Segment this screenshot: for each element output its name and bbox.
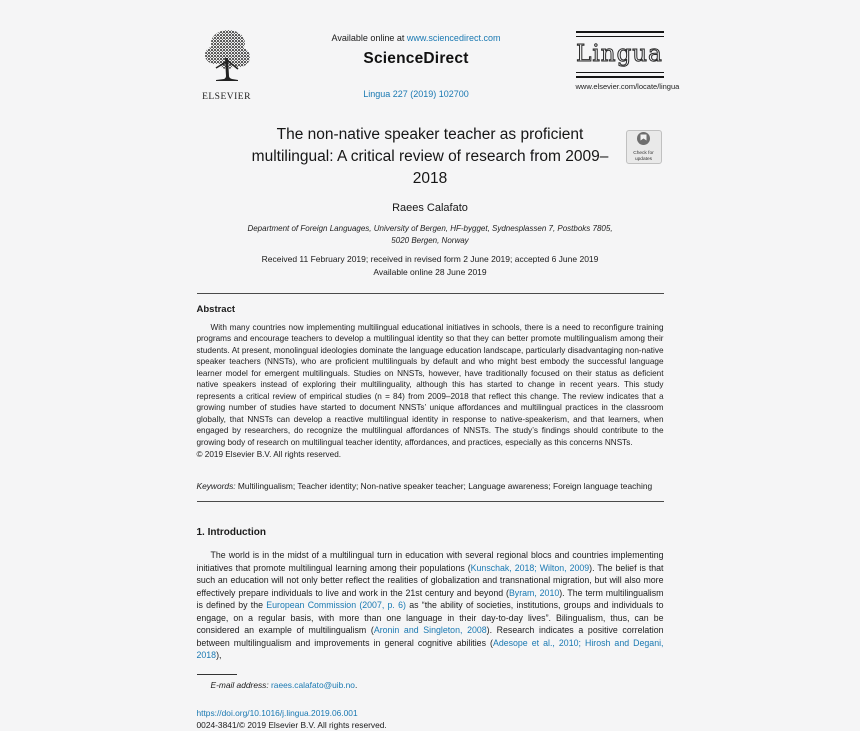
elsevier-tree-icon — [202, 73, 252, 90]
introduction-paragraph — [197, 549, 664, 661]
citation-link[interactable]: Kunschak, 2018; Wilton, 2009 — [470, 562, 590, 573]
abstract-top-rule — [197, 293, 664, 294]
citation-link[interactable]: Adesope et al., 2010; Hirosh and Degani, 2018 — [196, 637, 664, 661]
footnote-rule — [197, 674, 237, 675]
article-history — [197, 253, 664, 278]
crossmark-icon — [636, 131, 651, 151]
author-affiliation — [197, 223, 664, 246]
check-updates-line1: Check for — [633, 151, 654, 157]
email-line — [197, 680, 664, 690]
lingua-logo — [575, 28, 680, 91]
citation-link[interactable]: Byram, 2010 — [508, 587, 560, 598]
journal-homepage-url[interactable]: www.elsevier.com/locate/lingua — [575, 82, 680, 91]
affiliation-line2: 5020 Bergen, Norway — [391, 235, 469, 245]
affiliation-line1: Department of Foreign Languages, University of Bergen, HF-bygget, Sydnesplassen 7, Postboks 7805, — [247, 224, 613, 233]
footnote-section — [197, 674, 664, 690]
journal-header — [197, 28, 680, 102]
abstract-section — [197, 304, 664, 461]
lingua-bottom-rule — [576, 72, 664, 78]
abstract-heading: Abstract — [196, 303, 236, 315]
email-period: . — [354, 679, 358, 690]
received-dates: Received 11 February 2019; received in revised form 2 June 2019; accepted 6 June 2019 — [261, 254, 599, 265]
abstract-text: With many countries now implementing multilingual educational initiatives in schools, there is a need to reconfigure training programs and encourage teachers to develop a multilingual identity so that they can better promote multilingualism among their students. At present, monolingual ideologies dominate the language education landscape, particularly disadvantaging non-native speaker teachers (NNSTs), who are proficient multilinguals by default and who might best embody the successful language learner model for emergent multilinguals. Studies on NNSTs, however, have traditionally focused on their status as deficient native speakers instead of exploring their multilinguality, although this has started to change in recent years. This study represents a critical review of empirical studies (n = 84) from 2009–2018 that reflect this change. The review indicates that a growing number of studies have started to document NNSTs’ unique affordances and multilingual practices in the classroom globally, that NNSTs can develop a reactive multilingual identity in response to native-speakerism, and that learners, when engaged by researchers, do recognize the multilingual affordances of NNSTs. The study’s findings should contribute to the growing body of research on multilingual teacher identity, affordances, and practices, especially as this concerns NNSTs. — [196, 322, 664, 447]
paragraph-text: ). The belief is that such an education will not only better reflect the realities of globalization and transnational migration, but will also more effectively prepare individuals to live and work in the 21st century and beyond ( — [196, 562, 664, 598]
paragraph-text: ). Research indicates a positive correlation between multilingualism and improvements in general cognitive abilities ( — [196, 625, 664, 648]
doi-link[interactable]: https://doi.org/10.1016/j.lingua.2019.06.001 — [196, 707, 358, 718]
introduction-heading: 1. Introduction — [196, 527, 266, 539]
introduction-section — [197, 527, 664, 661]
author-email-link[interactable]: raees.calafato@uib.no — [271, 679, 355, 690]
paragraph-text: as “the ability of societies, institutions, groups and individuals to engage, on a regular basis, with more than one language in their day-to-day lives”. Bilingualism, thus, can be considered an example of multilingualism ( — [196, 600, 664, 636]
citation-link[interactable]: Aronin and Singleton, 2008 — [373, 625, 487, 636]
sciencedirect-url-link[interactable]: www.sciencedirect.com — [406, 33, 501, 43]
check-updates-label — [633, 151, 654, 163]
paragraph-text: ), — [216, 650, 222, 661]
copyright-line: © 2019 Elsevier B.V. All rights reserved. — [196, 450, 342, 460]
header-center — [257, 28, 576, 99]
elsevier-logo-label: ELSEVIER — [202, 92, 251, 102]
paragraph-text: The world is in the midst of a multilingual turn in education with several regional blocs and countries implementing initiatives that promote multilingual learning among their populations ( — [196, 550, 664, 573]
elsevier-logo — [197, 28, 257, 102]
keywords-label: Keywords: — [196, 480, 236, 491]
check-for-updates-badge[interactable] — [626, 130, 662, 164]
email-label: E-mail address: — [210, 679, 272, 690]
sciencedirect-logo: ScienceDirect — [363, 50, 469, 67]
article-title: The non-native speaker teacher as proficient multilingual: A critical review of research from 2009–2018 — [251, 126, 609, 187]
title-section — [197, 124, 664, 190]
available-online-prefix: Available online at — [331, 33, 407, 43]
journal-article-page — [196, 0, 680, 731]
keywords-line — [197, 481, 664, 493]
author-name: Raees Calafato — [392, 202, 468, 214]
keywords-text: Multilingualism; Teacher identity; Non-native speaker teacher; Language awareness; Foreign language teaching — [235, 480, 653, 491]
check-updates-line2: updates — [634, 157, 653, 162]
issn-copyright-line: 0024-3841/© 2019 Elsevier B.V. All rights reserved. — [196, 719, 387, 730]
available-online-line — [257, 33, 576, 43]
citation-link[interactable]: European Commission (2007, p. 6) — [266, 600, 406, 611]
journal-citation-ref[interactable]: Lingua 227 (2019) 102700 — [363, 89, 469, 99]
footer-section — [197, 707, 664, 731]
available-online-date: Available online 28 June 2019 — [373, 266, 487, 277]
paragraph-text: ). The term multilingualism is defined by the — [196, 587, 664, 611]
lingua-logo-text: Lingua — [576, 41, 663, 67]
keywords-bottom-rule — [197, 501, 664, 502]
